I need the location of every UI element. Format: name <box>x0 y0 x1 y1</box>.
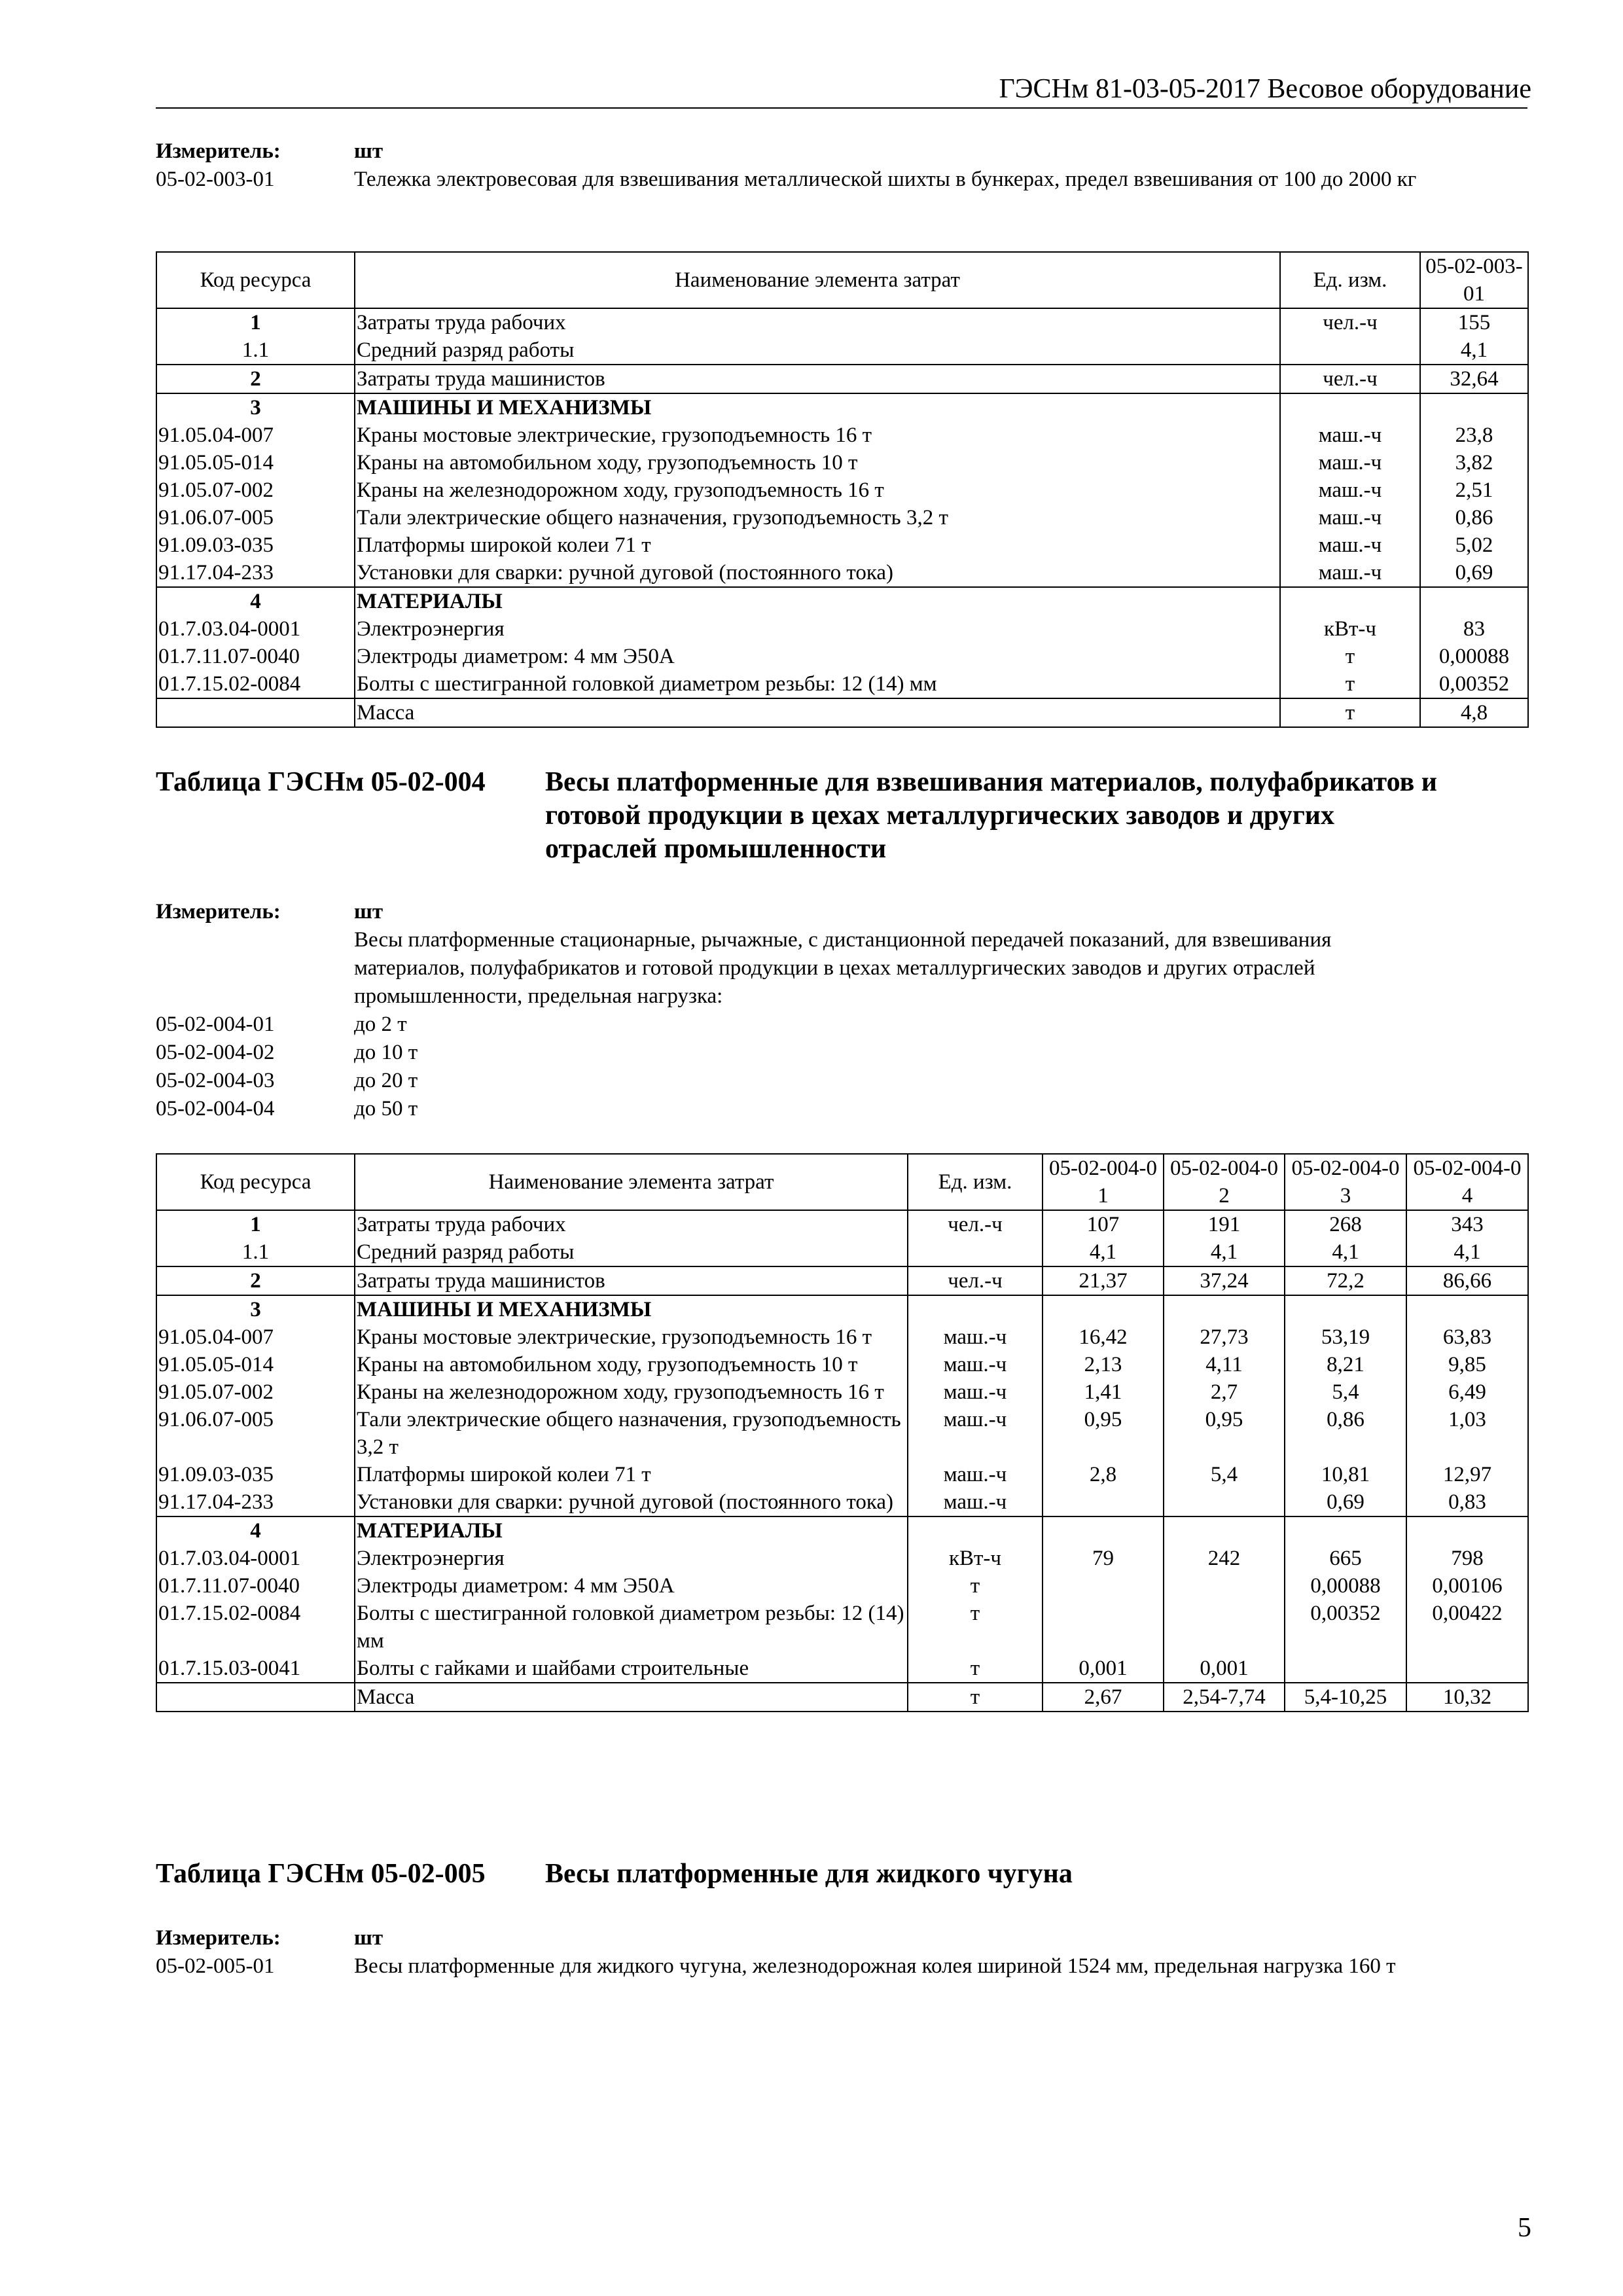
cell-value <box>1164 1600 1285 1655</box>
col-header-name: Наименование элемента затрат <box>355 1154 908 1210</box>
cell-value: 4,11 <box>1164 1351 1285 1378</box>
cell-code: 01.7.11.07-0040 <box>156 643 355 670</box>
cell-value: 798 <box>1406 1545 1528 1572</box>
cell-value: 0,83 <box>1406 1488 1528 1516</box>
resource-table-2 <box>156 1153 1529 1712</box>
cell-value: 0,69 <box>1420 559 1528 587</box>
meter-block-3 <box>156 1924 1527 1981</box>
cell-unit: маш.-ч <box>908 1351 1043 1378</box>
cell-name: Электроды диаметром: 4 мм Э50А <box>355 643 1280 670</box>
cell-value: 4,1 <box>1164 1238 1285 1266</box>
cell-value: 6,49 <box>1406 1378 1528 1406</box>
cell-code: 91.09.03-035 <box>156 531 355 559</box>
cell-value: 5,4-10,25 <box>1285 1683 1406 1712</box>
cell-value: 83 <box>1420 615 1528 643</box>
cell-value <box>1164 1572 1285 1600</box>
header-rule <box>156 107 1527 109</box>
cell-name: Электроэнергия <box>355 1545 908 1572</box>
cell-value: 2,7 <box>1164 1378 1285 1406</box>
cell-value: 21,37 <box>1043 1266 1164 1295</box>
table-row <box>156 308 1528 336</box>
cell-value: 0,95 <box>1043 1406 1164 1461</box>
col-header-value: 05-02-004-01 <box>1043 1154 1164 1210</box>
cell-name: Затраты труда машинистов <box>355 365 1280 393</box>
cell-value: 242 <box>1164 1545 1285 1572</box>
cell-code: 01.7.03.04-0001 <box>156 615 355 643</box>
cell-unit: маш.-ч <box>908 1406 1043 1461</box>
cell-value <box>1043 1600 1164 1655</box>
cell-name: Платформы широкой колеи 71 т <box>355 1461 908 1488</box>
cell-name: МАШИНЫ И МЕХАНИЗМЫ <box>355 393 1280 422</box>
cell-unit <box>908 1516 1043 1545</box>
cell-name: Краны на автомобильном ходу, грузоподъемность 10 т <box>355 449 1280 476</box>
running-header: ГЭСНм 81-03-05-2017 Весовое оборудование <box>999 74 1531 104</box>
item-code: 05-02-004-02 <box>156 1041 275 1064</box>
cell-unit: маш.-ч <box>1280 559 1420 587</box>
cell-unit <box>1280 587 1420 615</box>
cell-code: 1 <box>156 308 355 336</box>
cell-unit: т <box>908 1572 1043 1600</box>
meter-label: Измеритель: <box>156 900 281 924</box>
col-header-name: Наименование элемента затрат <box>355 252 1280 308</box>
cell-value: 5,4 <box>1285 1378 1406 1406</box>
table-row <box>156 1295 1528 1323</box>
meter-label: Измеритель: <box>156 1926 281 1950</box>
cell-unit: чел.-ч <box>1280 308 1420 336</box>
cell-name: МАШИНЫ И МЕХАНИЗМЫ <box>355 1295 908 1323</box>
cell-unit: маш.-ч <box>1280 531 1420 559</box>
cell-value <box>1285 1516 1406 1545</box>
cell-value <box>1285 1295 1406 1323</box>
cell-value: 0,00088 <box>1420 643 1528 670</box>
cell-value <box>1043 1295 1164 1323</box>
cell-value: 0,86 <box>1420 504 1528 531</box>
cell-unit: т <box>908 1600 1043 1655</box>
cell-name: Краны на железнодорожном ходу, грузоподъемность 16 т <box>355 1378 908 1406</box>
cell-name: Затраты труда рабочих <box>355 1210 908 1238</box>
cell-value: 268 <box>1285 1210 1406 1238</box>
table-row <box>156 476 1528 504</box>
cell-value: 2,13 <box>1043 1351 1164 1378</box>
cell-name: Болты с шестигранной головкой диаметром резьбы: 12 (14) мм <box>355 1600 908 1655</box>
table-row <box>156 449 1528 476</box>
cell-value: 191 <box>1164 1210 1285 1238</box>
meter-value: шт <box>354 900 383 924</box>
col-header-value: 05-02-003-01 <box>1420 252 1528 308</box>
cell-code: 91.05.04-007 <box>156 1323 355 1351</box>
cell-code: 3 <box>156 1295 355 1323</box>
cell-name: Краны на автомобильном ходу, грузоподъемность 10 т <box>355 1351 908 1378</box>
col-header-value: 05-02-004-03 <box>1285 1154 1406 1210</box>
cell-value: 32,64 <box>1420 365 1528 393</box>
table-row <box>156 1406 1528 1461</box>
table-row <box>156 1545 1528 1572</box>
item-text: до 20 т <box>354 1069 418 1092</box>
cell-code: 91.06.07-005 <box>156 504 355 531</box>
cell-value <box>1164 1488 1285 1516</box>
table-row <box>156 1655 1528 1683</box>
table-number: Таблица ГЭСНм 05-02-005 <box>156 1859 486 1889</box>
table-row <box>156 365 1528 393</box>
cell-unit: чел.-ч <box>1280 365 1420 393</box>
cell-value: 10,32 <box>1406 1683 1528 1712</box>
cell-unit: кВт-ч <box>908 1545 1043 1572</box>
cell-value: 63,83 <box>1406 1323 1528 1351</box>
cell-value <box>1420 587 1528 615</box>
cell-name: Тали электрические общего назначения, грузоподъемность 3,2 т <box>355 1406 908 1461</box>
cell-value: 0,001 <box>1043 1655 1164 1683</box>
cell-value: 23,8 <box>1420 422 1528 449</box>
cell-value: 12,97 <box>1406 1461 1528 1488</box>
cell-name: Краны на железнодорожном ходу, грузоподъемность 16 т <box>355 476 1280 504</box>
cell-unit: т <box>1280 670 1420 698</box>
table-row <box>156 1238 1528 1266</box>
cell-value <box>1420 393 1528 422</box>
cell-value: 37,24 <box>1164 1266 1285 1295</box>
cell-code: 3 <box>156 393 355 422</box>
meter-label: Измеритель: <box>156 139 281 163</box>
cell-code: 4 <box>156 1516 355 1545</box>
table-title-line: Весы платформенные для взвешивания материалов, полуфабрикатов и <box>545 767 1437 797</box>
table-row <box>156 587 1528 615</box>
cell-value: 0,95 <box>1164 1406 1285 1461</box>
cell-code: 01.7.15.02-0084 <box>156 1600 355 1655</box>
cell-name: Установки для сварки: ручной дуговой (постоянного тока) <box>355 1488 908 1516</box>
cell-code: 91.05.05-014 <box>156 449 355 476</box>
table-row <box>156 670 1528 698</box>
cell-value: 2,51 <box>1420 476 1528 504</box>
table-row <box>156 1378 1528 1406</box>
cell-value: 1,41 <box>1043 1378 1164 1406</box>
cell-code: 2 <box>156 1266 355 1295</box>
cell-value: 0,00088 <box>1285 1572 1406 1600</box>
cell-value <box>1406 1295 1528 1323</box>
item-text: до 2 т <box>354 1013 407 1036</box>
table-row <box>156 1266 1528 1295</box>
cell-name: Средний разряд работы <box>355 336 1280 365</box>
cell-value: 0,00106 <box>1406 1572 1528 1600</box>
col-header-unit: Ед. изм. <box>908 1154 1043 1210</box>
table-row <box>156 393 1528 422</box>
table-row <box>156 698 1528 727</box>
cell-value <box>1406 1516 1528 1545</box>
cell-name: МАТЕРИАЛЫ <box>355 587 1280 615</box>
cell-value <box>1043 1516 1164 1545</box>
cell-value: 0,69 <box>1285 1488 1406 1516</box>
cell-value: 9,85 <box>1406 1351 1528 1378</box>
cell-name: Болты с гайками и шайбами строительные <box>355 1655 908 1683</box>
cell-value: 72,2 <box>1285 1266 1406 1295</box>
cell-value: 107 <box>1043 1210 1164 1238</box>
cell-value: 79 <box>1043 1545 1164 1572</box>
cell-value: 16,42 <box>1043 1323 1164 1351</box>
table-row <box>156 1461 1528 1488</box>
cell-value: 0,00422 <box>1406 1600 1528 1655</box>
meter-value: шт <box>354 139 383 163</box>
cell-unit: кВт-ч <box>1280 615 1420 643</box>
cell-code: 01.7.03.04-0001 <box>156 1545 355 1572</box>
cell-value: 27,73 <box>1164 1323 1285 1351</box>
table-row <box>156 1488 1528 1516</box>
description-line: промышленности, предельная нагрузка: <box>354 984 723 1008</box>
item-code: 05-02-003-01 <box>156 168 275 191</box>
item-code: 05-02-004-03 <box>156 1069 275 1092</box>
table-row <box>156 1600 1528 1655</box>
cell-name: Средний разряд работы <box>355 1238 908 1266</box>
cell-code: 4 <box>156 587 355 615</box>
table-row <box>156 1572 1528 1600</box>
item-description: Весы платформенные для жидкого чугуна, железнодорожная колея шириной 1524 мм, предельная нагрузка 160 т <box>354 1954 1396 1978</box>
cell-value: 4,1 <box>1420 336 1528 365</box>
table-row <box>156 615 1528 643</box>
table-row <box>156 1516 1528 1545</box>
cell-unit: маш.-ч <box>908 1378 1043 1406</box>
cell-value: 3,82 <box>1420 449 1528 476</box>
cell-value: 2,8 <box>1043 1461 1164 1488</box>
cell-code: 91.06.07-005 <box>156 1406 355 1461</box>
table-title-2 <box>156 766 1527 866</box>
cell-code: 91.05.05-014 <box>156 1351 355 1378</box>
list-item <box>156 1011 1527 1039</box>
cell-code: 01.7.15.03-0041 <box>156 1655 355 1683</box>
cell-name: Затраты труда рабочих <box>355 308 1280 336</box>
col-header-unit: Ед. изм. <box>1280 252 1420 308</box>
cell-unit: т <box>908 1655 1043 1683</box>
item-text: до 50 т <box>354 1097 418 1121</box>
cell-code: 1 <box>156 1210 355 1238</box>
cell-name: Платформы широкой колеи 71 т <box>355 531 1280 559</box>
col-header-value: 05-02-004-02 <box>1164 1154 1285 1210</box>
description-line: Весы платформенные стационарные, рычажные, с дистанционной передачей показаний, для взвешивания <box>354 928 1332 952</box>
cell-value: 8,21 <box>1285 1351 1406 1378</box>
cell-name: Краны мостовые электрические, грузоподъемность 16 т <box>355 1323 908 1351</box>
cell-value: 53,19 <box>1285 1323 1406 1351</box>
cell-name: Электроэнергия <box>355 615 1280 643</box>
table-row <box>156 1323 1528 1351</box>
cell-value: 5,4 <box>1164 1461 1285 1488</box>
list-item <box>156 1039 1527 1067</box>
cell-code: 1.1 <box>156 1238 355 1266</box>
cell-code: 91.17.04-233 <box>156 1488 355 1516</box>
cell-name: Электроды диаметром: 4 мм Э50А <box>355 1572 908 1600</box>
cell-code: 01.7.11.07-0040 <box>156 1572 355 1600</box>
cell-unit: чел.-ч <box>908 1266 1043 1295</box>
list-item <box>156 1095 1527 1123</box>
item-description: Тележка электровесовая для взвешивания металлической шихты в бункерах, предел взвешивания от 100 до 2000 кг <box>354 168 1417 191</box>
table-row <box>156 422 1528 449</box>
cell-name: Тали электрические общего назначения, грузоподъемность 3,2 т <box>355 504 1280 531</box>
cell-value: 4,8 <box>1420 698 1528 727</box>
cell-value: 0,001 <box>1164 1655 1285 1683</box>
cell-unit: т <box>908 1683 1043 1712</box>
table-title-line: отраслей промышленности <box>545 834 887 864</box>
col-header-value: 05-02-004-04 <box>1406 1154 1528 1210</box>
cell-code: 1.1 <box>156 336 355 365</box>
cell-name: Краны мостовые электрические, грузоподъемность 16 т <box>355 422 1280 449</box>
meter-block-2 <box>156 898 1527 1123</box>
cell-value: 5,02 <box>1420 531 1528 559</box>
col-header-code: Код ресурса <box>156 1154 355 1210</box>
cell-unit: маш.-ч <box>908 1323 1043 1351</box>
cell-unit: т <box>1280 643 1420 670</box>
item-text: до 10 т <box>354 1041 418 1064</box>
cell-value: 86,66 <box>1406 1266 1528 1295</box>
table-row <box>156 531 1528 559</box>
cell-value <box>1164 1295 1285 1323</box>
cell-name: Установки для сварки: ручной дуговой (постоянного тока) <box>355 559 1280 587</box>
cell-unit <box>908 1295 1043 1323</box>
cell-value: 10,81 <box>1285 1461 1406 1488</box>
cell-code: 2 <box>156 365 355 393</box>
cell-code <box>156 698 355 727</box>
cell-value <box>1164 1516 1285 1545</box>
description-line: материалов, полуфабрикатов и готовой продукции в цехах металлургических заводов и других отраслей <box>354 956 1315 980</box>
cell-unit <box>1280 393 1420 422</box>
cell-unit <box>908 1238 1043 1266</box>
cell-value <box>1043 1488 1164 1516</box>
cell-unit: маш.-ч <box>1280 449 1420 476</box>
cell-value: 4,1 <box>1406 1238 1528 1266</box>
cell-value: 2,54-7,74 <box>1164 1683 1285 1712</box>
cell-value <box>1043 1572 1164 1600</box>
table-title-line: готовой продукции в цехах металлургических заводов и других <box>545 800 1334 831</box>
cell-name: Болты с шестигранной головкой диаметром резьбы: 12 (14) мм <box>355 670 1280 698</box>
table-row <box>156 1210 1528 1238</box>
table-row <box>156 1683 1528 1712</box>
resource-table-1 <box>156 251 1529 728</box>
cell-code: 91.05.07-002 <box>156 476 355 504</box>
cell-code: 91.09.03-035 <box>156 1461 355 1488</box>
cell-value: 155 <box>1420 308 1528 336</box>
cell-name: Масса <box>355 698 1280 727</box>
cell-unit <box>1280 336 1420 365</box>
cell-value: 0,00352 <box>1420 670 1528 698</box>
cell-value: 0,00352 <box>1285 1600 1406 1655</box>
cell-value <box>1285 1655 1406 1683</box>
cell-unit: маш.-ч <box>908 1488 1043 1516</box>
table-title-line: Весы платформенные для жидкого чугуна <box>545 1859 1073 1889</box>
cell-unit: маш.-ч <box>1280 476 1420 504</box>
item-code: 05-02-004-01 <box>156 1013 275 1036</box>
item-code: 05-02-005-01 <box>156 1954 275 1978</box>
cell-unit: маш.-ч <box>1280 422 1420 449</box>
cell-value <box>1406 1655 1528 1683</box>
list-item <box>156 1067 1527 1095</box>
meter-value: шт <box>354 1926 383 1950</box>
table-row <box>156 1351 1528 1378</box>
cell-value: 343 <box>1406 1210 1528 1238</box>
cell-name: Затраты труда машинистов <box>355 1266 908 1295</box>
cell-unit: т <box>1280 698 1420 727</box>
cell-value: 0,86 <box>1285 1406 1406 1461</box>
table-number: Таблица ГЭСНм 05-02-004 <box>156 767 486 797</box>
cell-code: 91.05.07-002 <box>156 1378 355 1406</box>
meter-block-1 <box>156 137 1527 194</box>
table-row <box>156 643 1528 670</box>
cell-value: 4,1 <box>1043 1238 1164 1266</box>
cell-code <box>156 1683 355 1712</box>
cell-code: 91.05.04-007 <box>156 422 355 449</box>
table-row <box>156 336 1528 365</box>
table-row <box>156 559 1528 587</box>
cell-value: 4,1 <box>1285 1238 1406 1266</box>
cell-unit: маш.-ч <box>1280 504 1420 531</box>
cell-value: 2,67 <box>1043 1683 1164 1712</box>
cell-unit: маш.-ч <box>908 1461 1043 1488</box>
page-number: 5 <box>1518 2213 1531 2243</box>
cell-code: 91.17.04-233 <box>156 559 355 587</box>
cell-value: 665 <box>1285 1545 1406 1572</box>
cell-name: Масса <box>355 1683 908 1712</box>
cell-value: 1,03 <box>1406 1406 1528 1461</box>
table-row <box>156 504 1528 531</box>
item-code: 05-02-004-04 <box>156 1097 275 1121</box>
cell-unit: чел.-ч <box>908 1210 1043 1238</box>
col-header-code: Код ресурса <box>156 252 355 308</box>
table-title-3 <box>156 1857 1527 1891</box>
cell-code: 01.7.15.02-0084 <box>156 670 355 698</box>
cell-name: МАТЕРИАЛЫ <box>355 1516 908 1545</box>
